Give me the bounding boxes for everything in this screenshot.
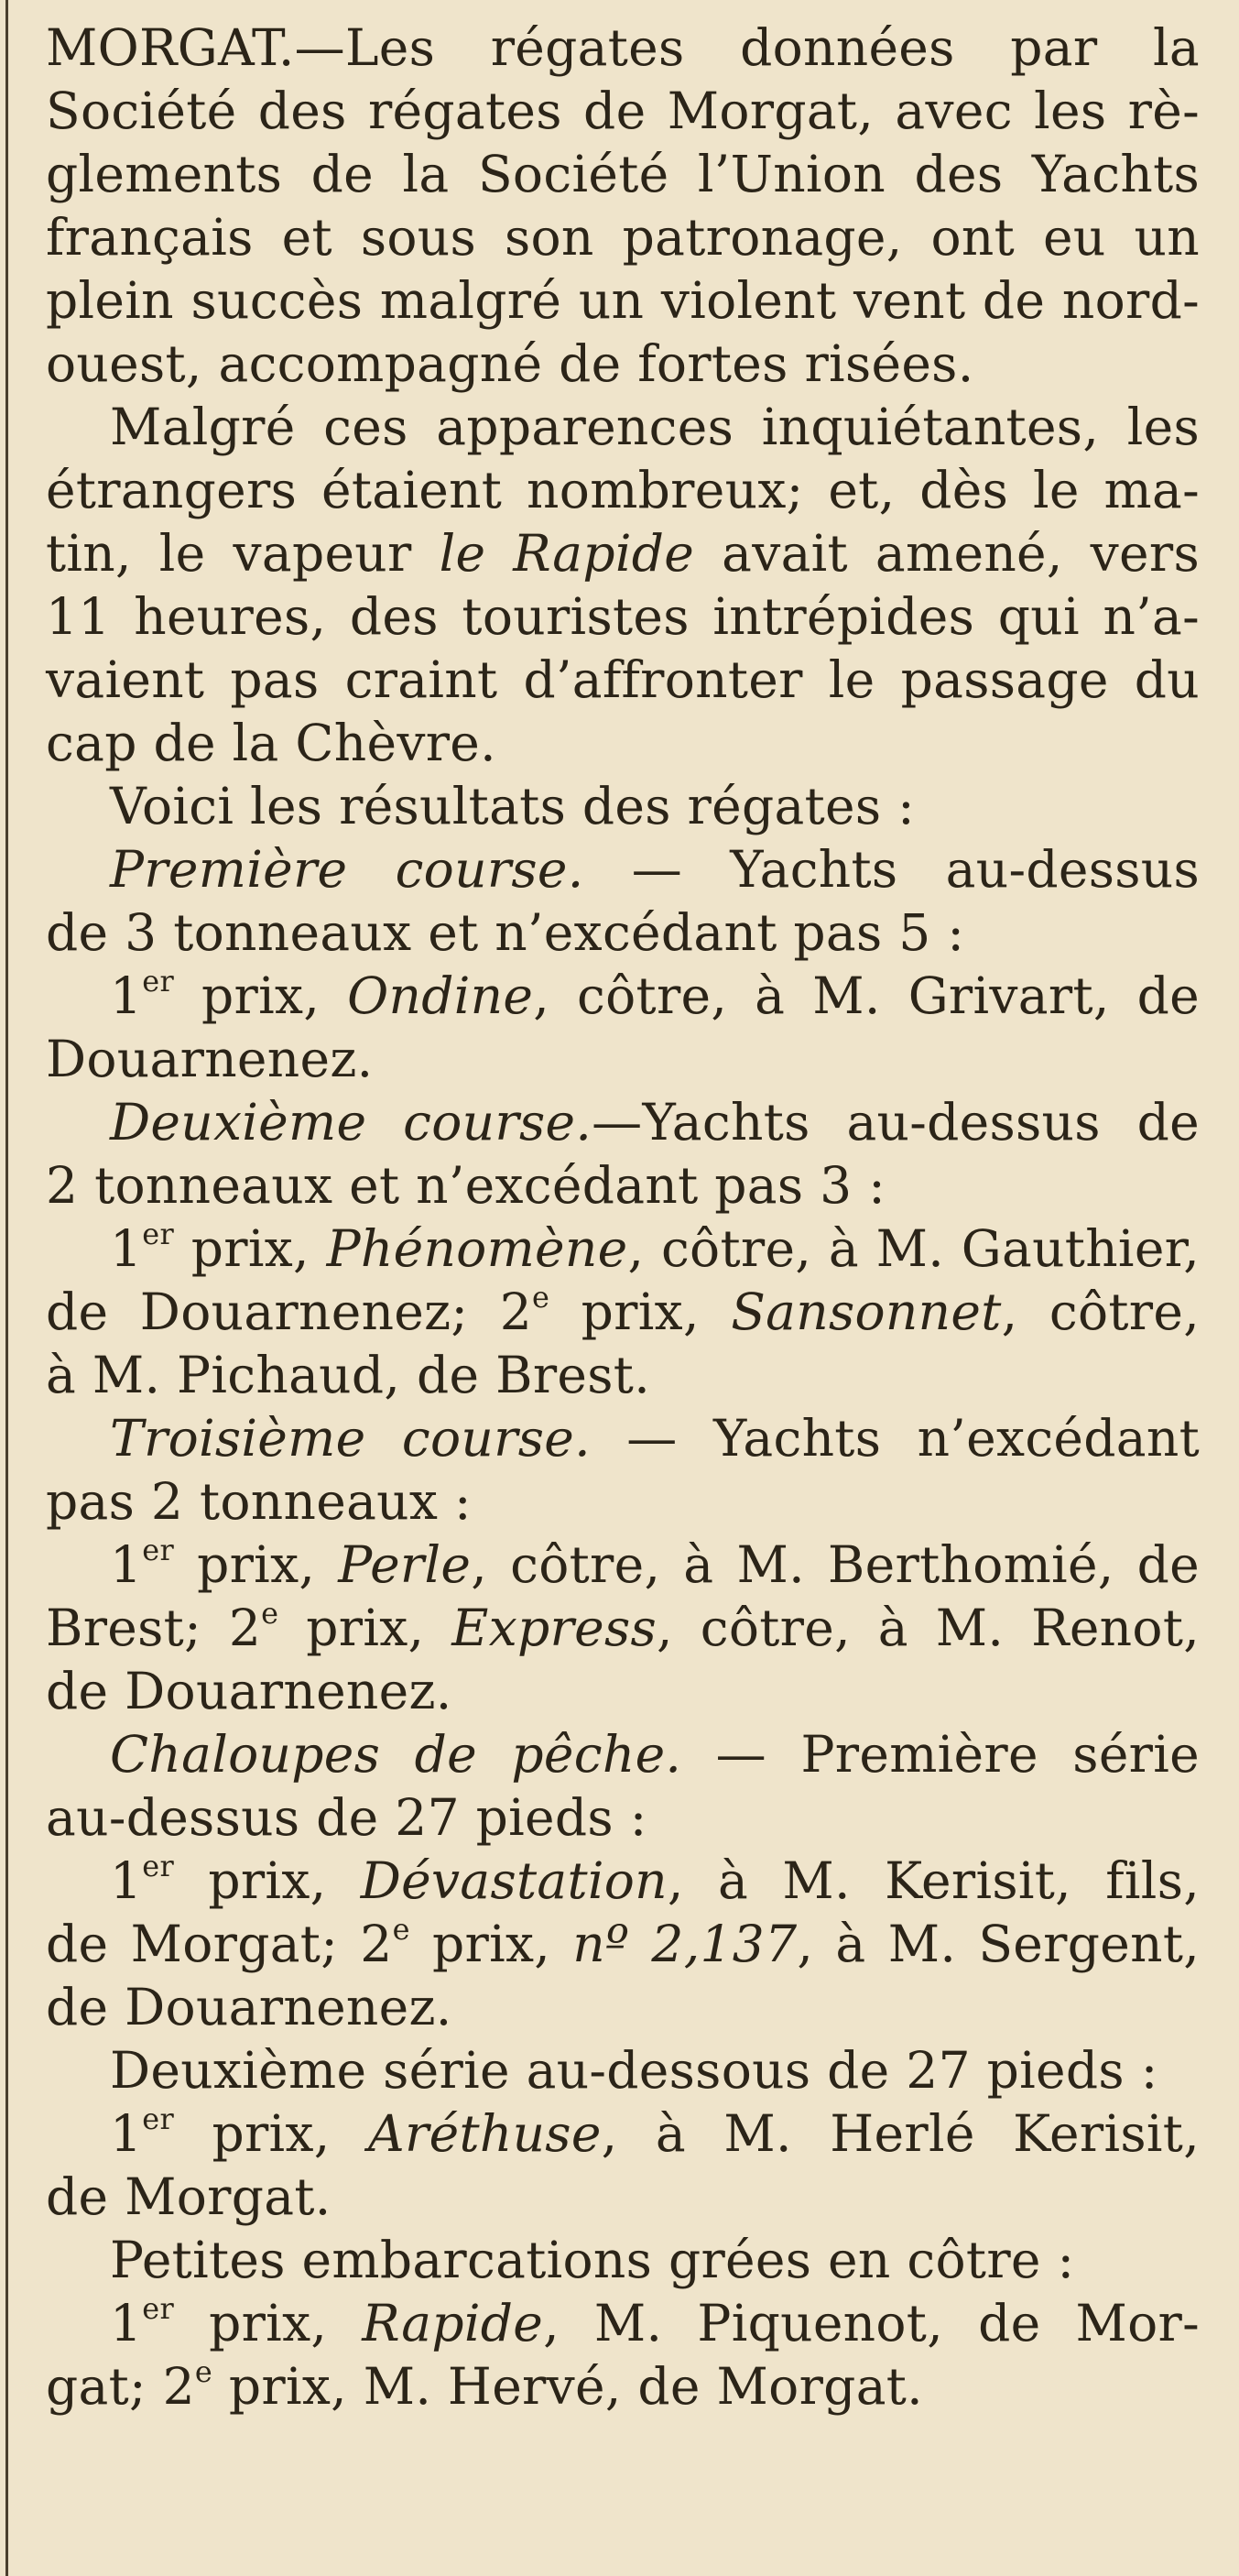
text-line — [46, 80, 1200, 143]
text-run: tin, le vapeur — [46, 524, 440, 583]
text-line — [46, 2355, 1200, 2418]
italic-text: Troisième course. — [110, 1409, 591, 1468]
italic-text: Chaloupes de pêche. — [110, 1725, 682, 1784]
superscript: er — [142, 1533, 175, 1568]
text-run: , à M. Kerisit, fils, — [667, 1851, 1200, 1910]
text-line — [46, 206, 1200, 269]
text-line — [46, 649, 1200, 712]
italic-text: Rapide — [362, 2294, 544, 2352]
superscript: e — [194, 2354, 213, 2390]
text-line — [46, 712, 1200, 775]
text-run: de Douarnenez. — [46, 1662, 452, 1720]
text-run: Petites embarcations grées en côtre : — [110, 2231, 1075, 2289]
text-line — [46, 1534, 1200, 1597]
text-run: étrangers étaient nombreux; et, dès le ma- — [46, 461, 1200, 519]
text-run: glements de la Société l’Union des Yachts — [46, 145, 1200, 203]
text-run: prix, — [174, 1535, 339, 1594]
text-run: , côtre, à M. Renot, — [657, 1599, 1201, 1657]
text-line — [46, 333, 1200, 396]
text-run: Deuxième série au-dessous de 27 pieds : — [110, 2041, 1158, 2100]
text-run: prix, — [409, 1915, 573, 1973]
text-run: 1 — [110, 1851, 143, 1910]
text-run: prix, — [174, 2294, 363, 2352]
text-run: , M. Piquenot, de Mor- — [543, 2294, 1200, 2352]
text-line — [46, 396, 1200, 459]
text-line — [46, 143, 1200, 206]
text-run: de Douarnenez; 2 — [46, 1283, 533, 1341]
text-line — [46, 522, 1200, 585]
text-run: pas 2 tonneaux : — [46, 1472, 472, 1531]
text-line — [46, 459, 1200, 522]
text-line — [46, 269, 1200, 333]
text-line — [46, 1344, 1200, 1407]
superscript: er — [142, 1217, 175, 1252]
text-run: français et sous son patronage, ont eu un — [46, 208, 1200, 267]
italic-text: nº 2,137 — [572, 1915, 798, 1973]
text-line — [46, 2229, 1200, 2292]
text-run: prix, — [174, 1851, 361, 1910]
text-line — [46, 1850, 1200, 1913]
text-run: de Douarnenez. — [46, 1978, 452, 2036]
text-line — [46, 2102, 1200, 2166]
text-line — [46, 1723, 1200, 1786]
italic-text: Phénomène — [326, 1219, 628, 1278]
text-line — [46, 1154, 1200, 1217]
text-run: avait amené, vers — [694, 524, 1200, 583]
text-run: 1 — [110, 1219, 143, 1278]
text-run: prix, — [174, 1219, 327, 1278]
text-line — [46, 1913, 1200, 1976]
superscript: e — [261, 1596, 279, 1632]
text-line — [46, 1407, 1200, 1470]
italic-text: Ondine — [347, 966, 534, 1025]
text-line — [46, 1976, 1200, 2039]
text-run: MORGAT.—Les régates données par la — [46, 18, 1200, 77]
text-run: prix, M. Hervé, de Morgat. — [212, 2357, 923, 2416]
italic-text: Aréthuse — [367, 2104, 602, 2163]
text-line — [46, 1091, 1200, 1154]
text-run: Douarnenez. — [46, 1030, 374, 1088]
superscript: er — [142, 964, 175, 999]
text-line — [46, 965, 1200, 1028]
text-run: à M. Pichaud, de Brest. — [46, 1346, 650, 1404]
text-run: 1 — [110, 966, 143, 1025]
text-run: Société des régates de Morgat, avec les rè- — [46, 82, 1200, 140]
text-run: au-dessus de 27 pieds : — [46, 1788, 647, 1847]
column-rule — [5, 0, 8, 2576]
text-line — [46, 2292, 1200, 2355]
text-line — [46, 901, 1200, 965]
text-line — [46, 1597, 1200, 1660]
text-run: , côtre, à M. Gauthier, — [627, 1219, 1201, 1278]
superscript: er — [142, 1849, 175, 1884]
superscript: er — [142, 2101, 175, 2137]
text-run: Brest; 2 — [46, 1599, 262, 1657]
text-run: prix, — [278, 1599, 452, 1657]
text-line — [46, 1028, 1200, 1091]
text-line — [46, 585, 1200, 649]
text-run: prix, — [549, 1283, 732, 1341]
italic-text: le Rapide — [439, 524, 695, 583]
text-run: Malgré ces apparences inquiétantes, les — [110, 398, 1200, 456]
text-run: , côtre, à M. Grivart, de — [533, 966, 1201, 1025]
text-run: de 3 tonneaux et n’excédant pas 5 : — [46, 903, 965, 962]
italic-text: Deuxième course. — [110, 1093, 592, 1152]
text-run: — Yachts n’excédant — [590, 1409, 1200, 1468]
text-run: prix, — [174, 966, 348, 1025]
article-column — [46, 16, 1200, 2418]
text-run: cap de la Chèvre. — [46, 714, 496, 772]
text-run: plein succès malgré un violent vent de nord- — [46, 271, 1200, 330]
superscript: e — [532, 1280, 550, 1315]
text-line — [46, 2039, 1200, 2102]
text-run: 1 — [110, 1535, 143, 1594]
text-run: 11 heures, des touristes intrépides qui n’a- — [46, 587, 1200, 646]
text-line — [46, 1281, 1200, 1344]
text-line — [46, 16, 1200, 80]
text-line — [46, 1786, 1200, 1850]
text-run: , côtre, à M. Berthomié, de — [471, 1535, 1200, 1594]
italic-text: Perle — [338, 1535, 472, 1594]
superscript: er — [142, 2291, 175, 2327]
text-run: prix, — [174, 2104, 368, 2163]
text-line — [46, 1470, 1200, 1534]
text-run: , côtre, — [1001, 1283, 1200, 1341]
italic-text: Dévastation — [360, 1851, 668, 1910]
text-run: Voici les résultats des régates : — [110, 777, 915, 835]
text-line — [46, 838, 1200, 901]
text-line — [46, 1217, 1200, 1281]
text-run: 2 tonneaux et n’excédant pas 3 : — [46, 1156, 886, 1215]
text-run: de Morgat. — [46, 2167, 331, 2226]
italic-text: Première course. — [110, 840, 584, 899]
italic-text: Sansonnet — [731, 1283, 1002, 1341]
text-run: , à M. Sergent, — [797, 1915, 1201, 1973]
text-run: , à M. Herlé Kerisit, — [601, 2104, 1200, 2163]
text-run: ouest, accompagné de fortes risées. — [46, 334, 974, 393]
text-run: —Yachts au-dessus de — [592, 1093, 1200, 1152]
text-run: — Yachts au-dessus — [583, 840, 1201, 899]
text-run: 1 — [110, 2294, 143, 2352]
text-run: vaient pas craint d’affronter le passage du — [46, 650, 1200, 709]
text-line — [46, 1660, 1200, 1723]
text-run: 1 — [110, 2104, 143, 2163]
italic-text: Express — [451, 1599, 658, 1657]
text-run: de Morgat; 2 — [46, 1915, 393, 1973]
superscript: e — [392, 1912, 410, 1948]
text-line — [46, 2166, 1200, 2229]
text-run: gat; 2 — [46, 2357, 195, 2416]
text-line — [46, 775, 1200, 838]
text-run: — Première série — [681, 1725, 1201, 1784]
